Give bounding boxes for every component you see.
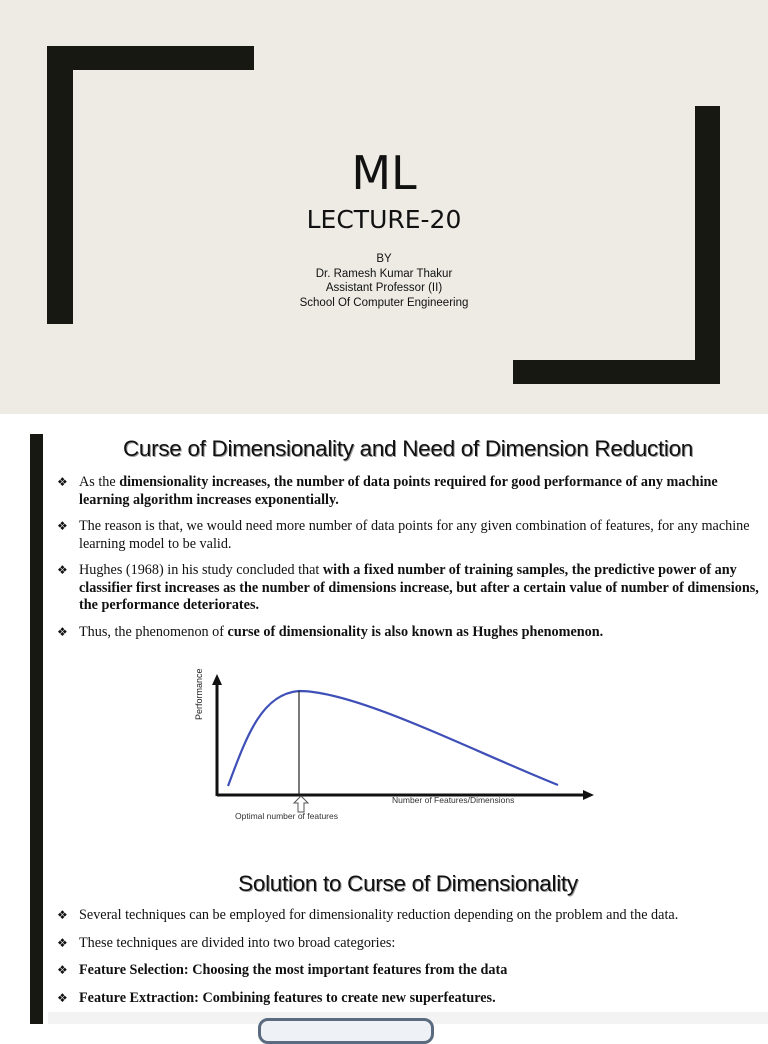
heading-solution: Solution to Curse of Dimensionality: [238, 871, 578, 896]
bullet-text: These techniques are divided into two broad categories:: [79, 934, 396, 951]
byline-by: BY: [376, 253, 392, 265]
bullet-list-curse: [57, 474, 765, 641]
bullet-item: [57, 562, 765, 615]
heading-curse-of-dimensionality: Curse of Dimensionality and Need of Dimension Reduction: [122, 436, 694, 461]
bullet-item: [57, 474, 765, 509]
bullet-text: Thus, the phenomenon of: [79, 623, 228, 640]
bullet-bold-text: dimensionality increases, the number of data points required for good performance of any machine learning algorithm increases exponentially.: [79, 474, 718, 508]
next-diagram-box: [258, 1018, 434, 1044]
bullet-text: Several techniques can be employed for dimensionality reduction depending on the problem and the data.: [79, 907, 679, 923]
bullet-diamond-icon: ❖: [57, 935, 68, 950]
hughes-phenomenon-figure: [166, 658, 640, 865]
bullet-bold-text: curse of dimensionality is also known as Hughes phenomenon.: [227, 623, 604, 640]
bullet-diamond-icon: ❖: [57, 519, 68, 533]
bullet-text: As the: [79, 474, 120, 490]
bullet-diamond-icon: ❖: [57, 963, 68, 977]
plot-y-axis-label: Performance: [194, 668, 204, 720]
bullet-bold-text: with a fixed number of training samples, the predictive power of any classifier first increases as the number of dimensions increase, but after a certain value of number of dimensions, the performance deteriorates.: [79, 562, 759, 613]
title-slide: [0, 0, 768, 414]
optimum-arrow-icon: [294, 796, 308, 812]
plot-y-axis-arrowhead: [212, 674, 222, 685]
author-byline: [0, 252, 768, 310]
bullet-item: [57, 935, 765, 953]
bullet-diamond-icon: ❖: [57, 908, 68, 922]
bullet-text: The reason is that, we would need more number of data points for any given combination of features, for any machine learning model to be valid.: [79, 518, 750, 552]
bullet-item: [57, 907, 765, 925]
bullet-bold-text: Feature Selection: Choosing the most important features from the data: [79, 962, 508, 978]
bullet-item: [57, 990, 765, 1008]
bullet-item: [57, 518, 765, 553]
bullet-item: [57, 624, 765, 642]
bullet-diamond-icon: ❖: [57, 563, 68, 577]
bullet-diamond-icon: ❖: [57, 990, 68, 1005]
frame-bar-bottom-right-horizontal: [513, 360, 720, 384]
bullet-list-solution: [57, 907, 765, 1007]
bullet-item: [57, 962, 765, 980]
byline-position: Assistant Professor (II): [325, 282, 443, 294]
bullet-bold-text: Feature Extraction: Combining features to create new superfeatures.: [79, 989, 496, 1006]
slide-title: ML: [351, 146, 417, 200]
slide-subtitle: LECTURE-20: [306, 205, 462, 234]
bullet-diamond-icon: ❖: [57, 624, 68, 639]
byline-school: School Of Computer Engineering: [299, 296, 469, 309]
optimal-features-label: Optimal number of features: [235, 811, 338, 821]
slide-left-accent-bar: [30, 434, 43, 1024]
byline-name: Dr. Ramesh Kumar Thakur: [315, 267, 453, 280]
performance-curve-plot: [166, 658, 640, 865]
plot-x-axis-arrowhead: [583, 790, 594, 800]
plot-x-axis-label: Number of Features/Dimensions: [392, 795, 515, 805]
frame-bar-top-left-horizontal: [47, 46, 254, 70]
bullet-text: Hughes (1968) in his study concluded that: [79, 562, 323, 578]
bullet-diamond-icon: ❖: [57, 475, 68, 489]
performance-curve: [228, 691, 558, 786]
